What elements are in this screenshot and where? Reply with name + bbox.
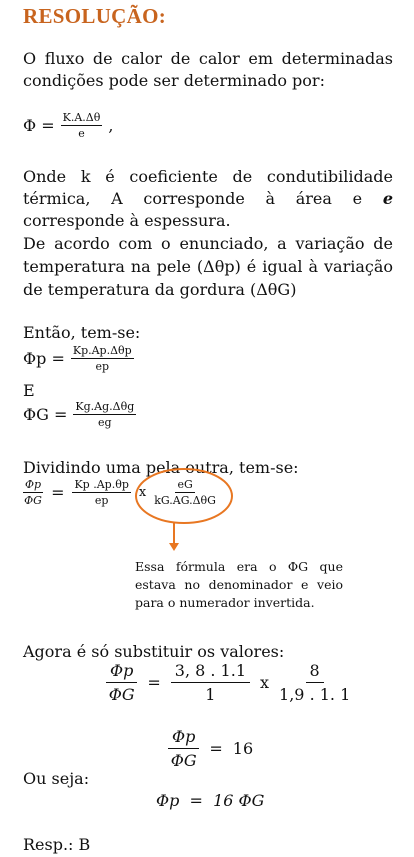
answer: Resp.: B: [23, 835, 91, 854]
formula-result: [168, 726, 253, 772]
ratio-middle-num: Kp .Ap.θp: [74, 478, 129, 491]
ratio-middle-den: ep: [94, 494, 109, 507]
formula-denominator: e: [78, 127, 85, 140]
subst-right: [279, 660, 350, 706]
paragraph-temperature: De acordo com o enunciado, a variação de temperatura na pele (Δθp) é igual à variação de temperatura da gordura (ΔθG): [23, 234, 393, 299]
equals-sign: =: [147, 673, 161, 692]
text-dividindo: Dividindo uma pela outra, tem-se:: [23, 458, 299, 477]
formula-tail: ,: [108, 116, 114, 135]
equals-sign: =: [51, 483, 65, 502]
formula-denominator: ep: [95, 360, 110, 373]
formula-lhs: Φ =: [23, 116, 55, 135]
result-value: 16: [232, 739, 254, 758]
ratio-right-den: kG.AG.ΔθG: [154, 494, 216, 507]
text-ou-seja: Ou seja:: [23, 769, 90, 788]
subst-lhs-num: Φp: [106, 660, 137, 683]
subst-right-num: 8: [306, 660, 324, 683]
arrow-down-icon: [169, 543, 179, 551]
ratio-lhs-num: Φp: [25, 478, 42, 491]
definitions-text-a: Onde k é coeficiente de condutibilidade térmica, A corresponde à área e: [23, 167, 393, 208]
formula-numerator: Kg.Ag.Δθg: [75, 400, 135, 413]
ratio-right-num: eG: [177, 478, 193, 491]
text-entao: Então, tem-se:: [23, 323, 141, 342]
formula-lhs: Φp =: [23, 349, 65, 368]
formula-final: Φp = 16 ΦG: [156, 791, 265, 810]
subst-middle-den: 1: [205, 685, 216, 704]
paragraph-intro: O fluxo de calor de calor em determinadas condições pode ser determinado por:: [23, 49, 393, 90]
subst-lhs: [106, 660, 137, 706]
result-lhs-den: ΦG: [170, 751, 197, 770]
result-lhs-num: Φp: [168, 726, 199, 749]
definitions-text-b: corresponde à espessura.: [23, 211, 231, 230]
formula-denominator: eg: [98, 416, 112, 429]
subst-middle-num: 3, 8 . 1.1: [171, 660, 250, 683]
times-sign: x: [138, 485, 147, 500]
definitions-emphasis: e: [382, 189, 393, 208]
annotation-note: Essa fórmula era o ΦG que estava no denominador e veio para o numerador invertida.: [135, 559, 343, 610]
subst-middle: [171, 660, 250, 706]
times-sign: x: [260, 673, 270, 692]
formula-numerator: K.A.Δθ: [62, 111, 101, 124]
heading: RESOLUÇÃO:: [23, 4, 167, 28]
formula-lhs: ΦG =: [23, 405, 68, 424]
formula-numerator: Kp.Ap.Δθp: [72, 344, 132, 357]
highlight-ellipse: [136, 469, 232, 523]
formula-substitution: [106, 660, 350, 706]
text-e: E: [23, 381, 35, 400]
text-agora: Agora é só substituir os valores:: [23, 642, 285, 661]
subst-lhs-den: ΦG: [108, 685, 135, 704]
equals-sign: =: [209, 739, 223, 758]
subst-right-den: 1,9 . 1. 1: [279, 685, 351, 704]
result-lhs: [168, 726, 199, 772]
ratio-lhs-den: ΦG: [24, 494, 42, 507]
